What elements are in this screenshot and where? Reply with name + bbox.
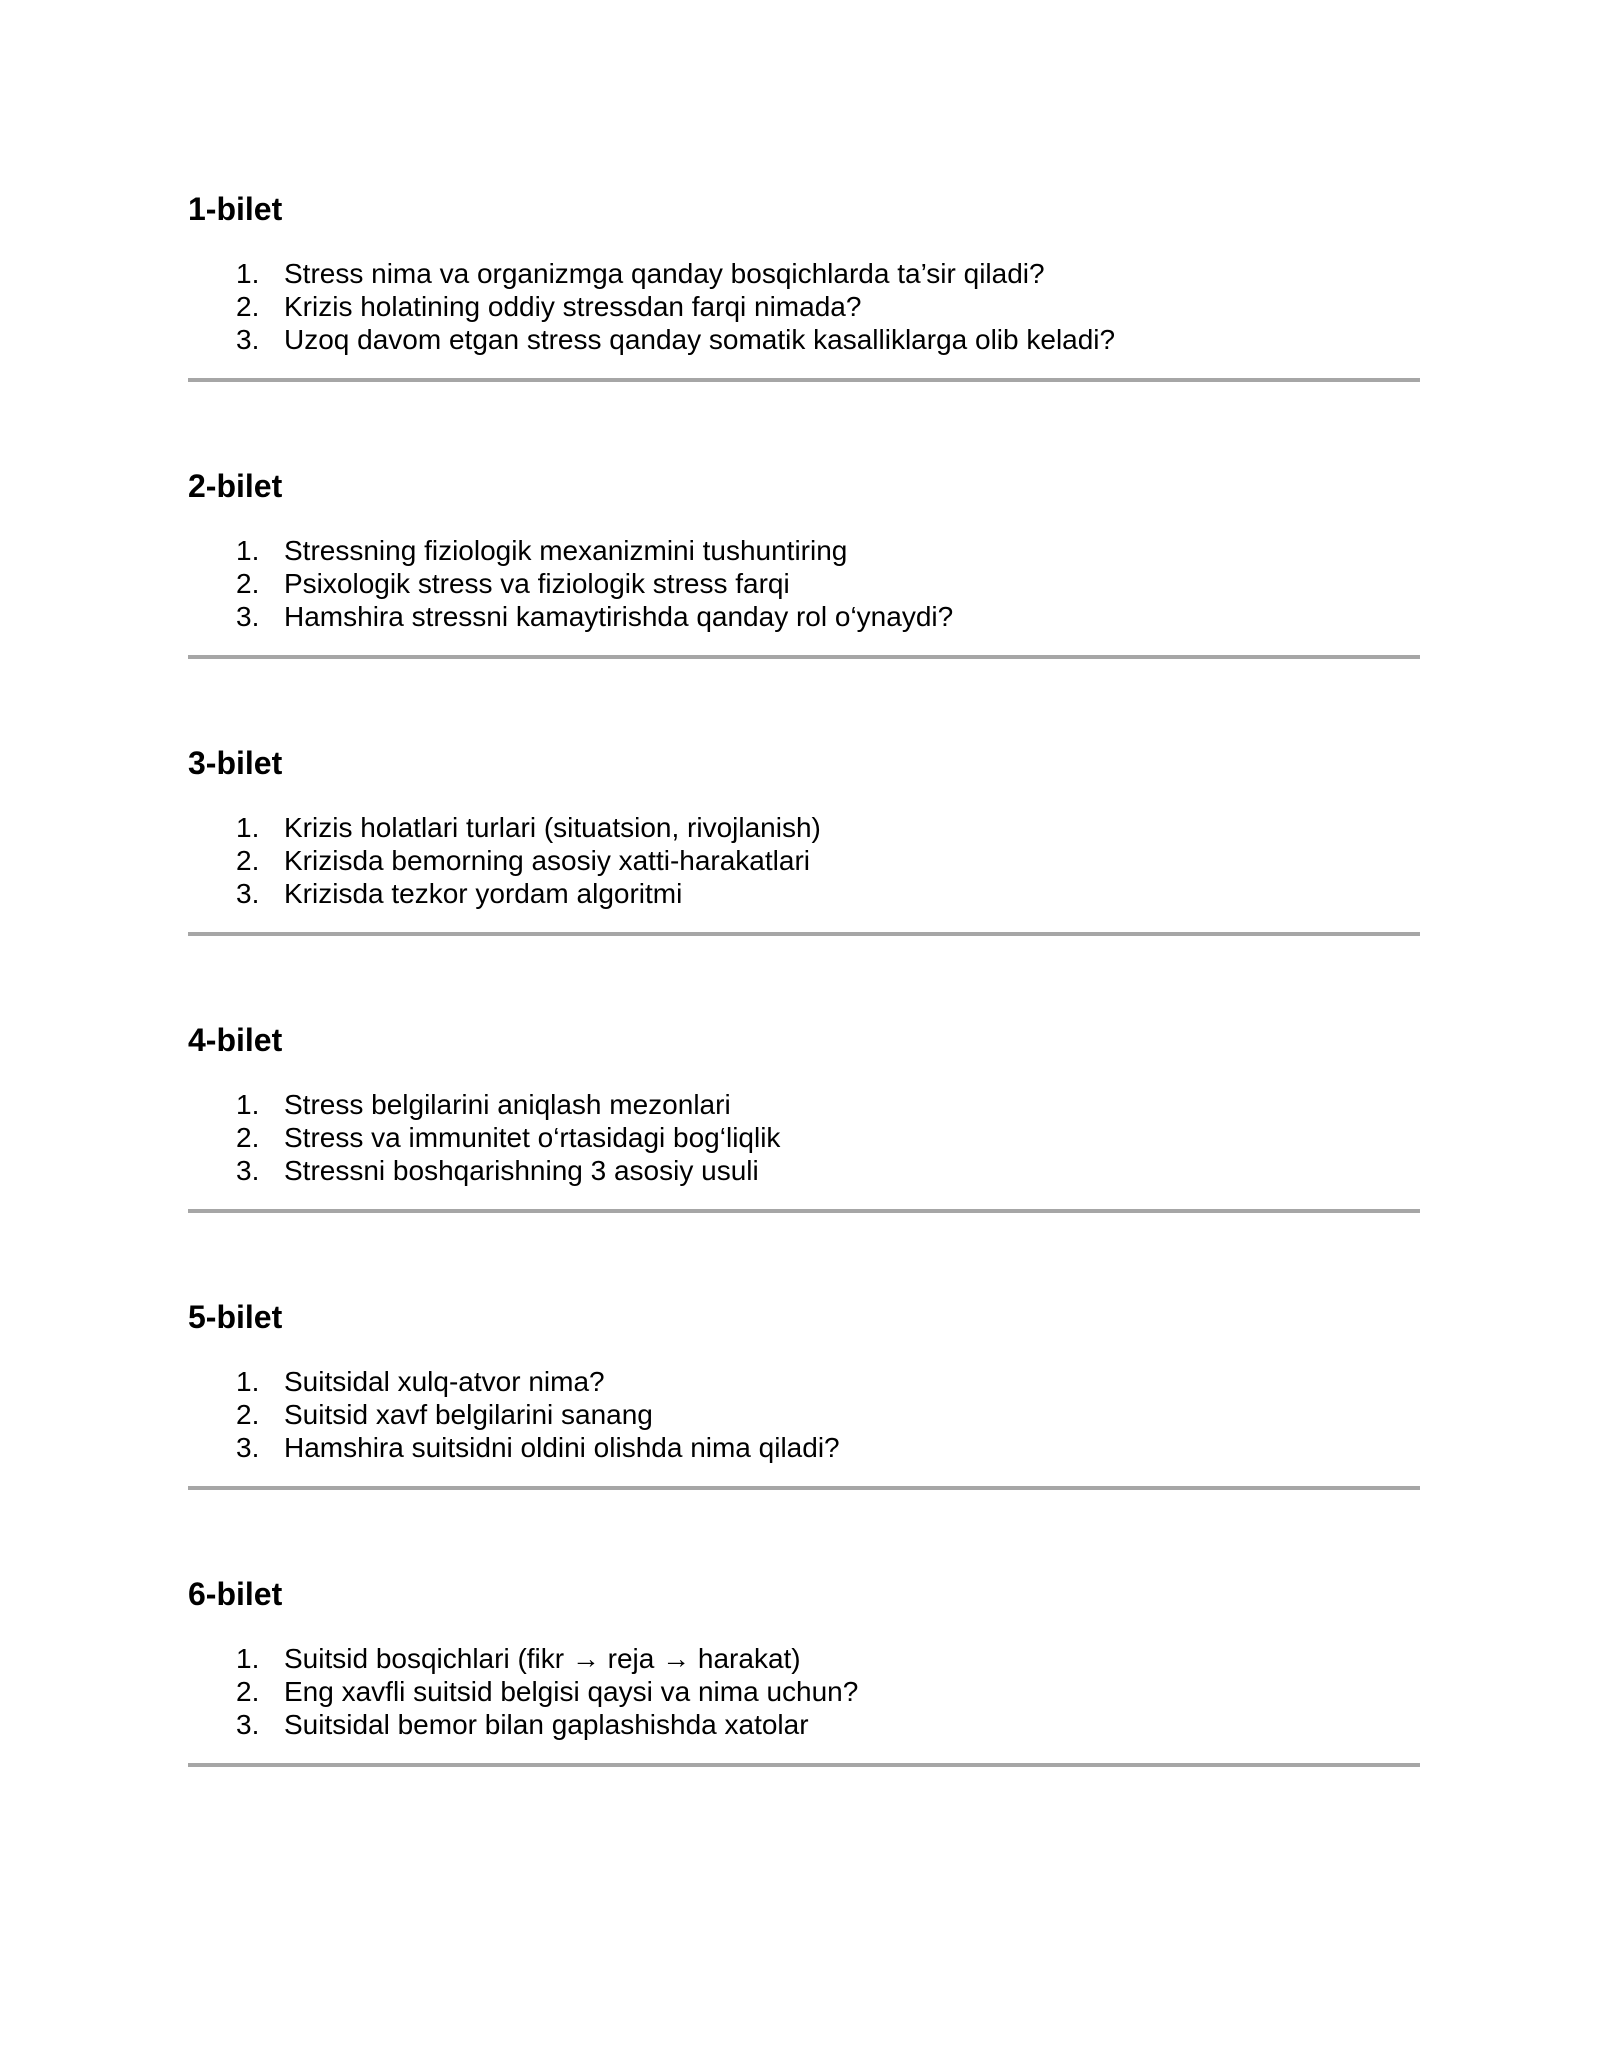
question-text: Krizisda bemorning asosiy xatti-harakatlari bbox=[284, 845, 810, 876]
question-number: 1. bbox=[236, 1643, 260, 1674]
section-divider bbox=[188, 932, 1420, 936]
question-text: Uzoq davom etgan stress qanday somatik kasalliklarga olib keladi? bbox=[284, 324, 1116, 355]
question-number: 1. bbox=[236, 1089, 260, 1120]
question-text: Krizis holatining oddiy stressdan farqi nimada? bbox=[284, 291, 862, 322]
question-text: Hamshira suitsidni oldini olishda nima qiladi? bbox=[284, 1432, 840, 1463]
question-number: 2. bbox=[236, 1399, 260, 1430]
question-text: Stress nima va organizmga qanday bosqichlarda ta’sir qiladi? bbox=[284, 258, 1045, 289]
section-divider bbox=[188, 1763, 1420, 1767]
section-divider bbox=[188, 1486, 1420, 1490]
question-number: 3. bbox=[236, 1432, 260, 1463]
section-divider bbox=[188, 378, 1420, 382]
ticket-title: 2-bilet bbox=[188, 468, 283, 504]
question-text: Stress belgilarini aniqlash mezonlari bbox=[284, 1089, 731, 1120]
question-number: 2. bbox=[236, 1676, 260, 1707]
question-text: Eng xavfli suitsid belgisi qaysi va nima uchun? bbox=[284, 1676, 859, 1707]
question-text: Psixologik stress va fiziologik stress farqi bbox=[284, 568, 790, 599]
question-number: 3. bbox=[236, 601, 260, 632]
question-text: Stressni boshqarishning 3 asosiy usuli bbox=[284, 1155, 759, 1186]
ticket-title: 3-bilet bbox=[188, 745, 283, 781]
question-number: 3. bbox=[236, 324, 260, 355]
question-text: Stress va immunitet o‘rtasidagi bog‘liqlik bbox=[284, 1122, 781, 1153]
ticket-title: 4-bilet bbox=[188, 1022, 283, 1058]
question-number: 3. bbox=[236, 1155, 260, 1186]
question-number: 1. bbox=[236, 258, 260, 289]
question-text: Suitsidal xulq-atvor nima? bbox=[284, 1366, 605, 1397]
question-text: Stressning fiziologik mexanizmini tushuntiring bbox=[284, 535, 848, 566]
question-text: Krizisda tezkor yordam algoritmi bbox=[284, 878, 683, 909]
section-divider bbox=[188, 1209, 1420, 1213]
question-number: 2. bbox=[236, 568, 260, 599]
question-text: Suitsidal bemor bilan gaplashishda xatolar bbox=[284, 1709, 809, 1740]
question-text: Krizis holatlari turlari (situatsion, rivojlanish) bbox=[284, 812, 821, 843]
ticket-title: 5-bilet bbox=[188, 1299, 283, 1335]
question-number: 3. bbox=[236, 1709, 260, 1740]
question-number: 2. bbox=[236, 845, 260, 876]
question-text: Suitsid xavf belgilarini sanang bbox=[284, 1399, 653, 1430]
question-number: 2. bbox=[236, 1122, 260, 1153]
question-number: 1. bbox=[236, 1366, 260, 1397]
question-number: 2. bbox=[236, 291, 260, 322]
question-number: 1. bbox=[236, 812, 260, 843]
ticket-title: 6-bilet bbox=[188, 1576, 283, 1612]
section-divider bbox=[188, 655, 1420, 659]
question-text: Hamshira stressni kamaytirishda qanday rol o‘ynaydi? bbox=[284, 601, 954, 632]
question-number: 3. bbox=[236, 878, 260, 909]
question-number: 1. bbox=[236, 535, 260, 566]
question-text: Suitsid bosqichlari (fikr → reja → harakat) bbox=[284, 1643, 801, 1674]
ticket-title: 1-bilet bbox=[188, 191, 283, 227]
